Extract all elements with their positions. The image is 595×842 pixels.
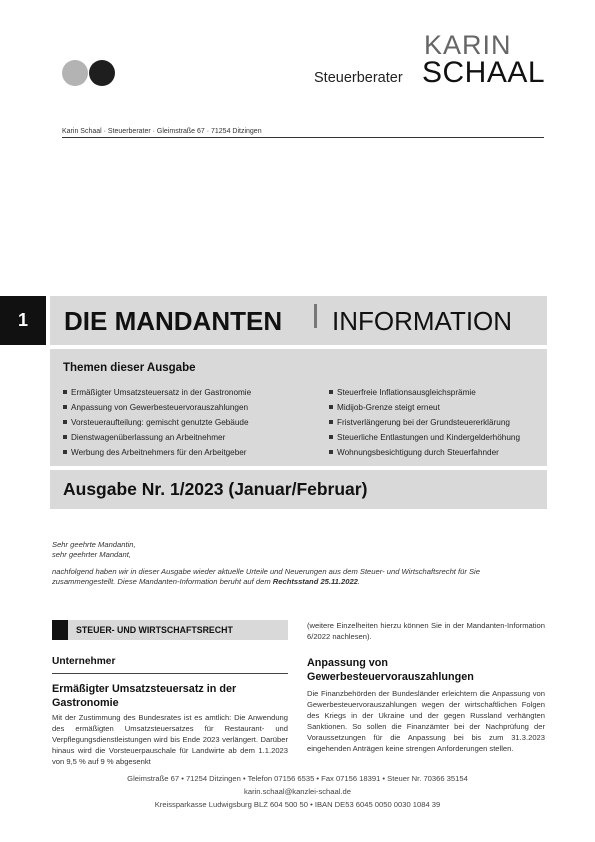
theme-item: Steuerfreie Inflationsausgleichsprämie	[329, 385, 520, 400]
article-text-gastronomie: Mit der Zustimmung des Bundesrates ist es amtlich: Die Anwendung des ermäßigten Umsatzsteuersatzes für Restaurant- und Verpflegungsdienstleistungen wird bis Ende 2023 verlängert. Darüber hinaus wird die Vorsteuerpauschale für Landwirte ab dem 1.1.2023 von 9,5 % auf 9 % abgesenkt	[52, 713, 288, 766]
themes-title: Themen dieser Ausgabe	[63, 362, 196, 374]
banner-separator	[314, 304, 317, 328]
issue-title: Ausgabe Nr. 1/2023 (Januar/Februar)	[63, 479, 368, 499]
theme-item: Wohnungsbesichtigung durch Steuerfahnder	[329, 445, 520, 460]
article-text-gewerbesteuer: Die Finanzbehörden der Bundesländer erleichtern die Anpassung von Gewerbesteuervorauszahlungen wegen der wirtschaftlichen Folgen des Kriegs in der Ukraine und der gegen Russland verhängten Sanktionen. So sollen die Finanzämter bei der Nachprüfung der Voraussetzungen für die Anpassung bei bis zum 31.3.2023 eingehenden Anträgen keine strengen Anforderungen stellen.	[307, 689, 545, 753]
footer-bank: Kreissparkasse Ludwigsburg BLZ 604 500 50 • IBAN DE53 6045 0050 0030 1084 39	[154, 800, 441, 809]
theme-item: Midijob-Grenze steigt erneut	[329, 400, 520, 415]
theme-item: Dienstwagenüberlassung an Arbeitnehmer	[63, 430, 251, 445]
section-heading	[52, 620, 288, 640]
theme-item: Ermäßigter Umsatzsteuersatz in der Gastronomie	[63, 385, 251, 400]
article-title-gastronomie: Ermäßigter Umsatzsteuersatz in der Gastronomie	[52, 683, 237, 709]
intro-rechtsstand: Rechtsstand 25.11.2022	[272, 577, 358, 586]
theme-item: Anpassung von Gewerbesteuervorauszahlungen	[63, 400, 251, 415]
intro-line-2	[52, 577, 360, 587]
theme-item: Steuerliche Entlastungen und Kindergelderhöhung	[329, 430, 520, 445]
section-heading-text: STEUER- UND WIRTSCHAFTSRECHT	[76, 625, 233, 635]
issue-number-box	[0, 296, 46, 345]
salutation-line-2: sehr geehrter Mandant,	[52, 550, 131, 559]
continued-text: (weitere Einzelheiten hierzu können Sie in der Mandanten-Information 6/2022 nachlesen).	[307, 621, 545, 641]
theme-item: Fristverlängerung bei der Grundsteuererklärung	[329, 415, 520, 430]
logo-first-name: KARIN	[424, 30, 512, 60]
theme-item: Vorsteueraufteilung: gemischt genutzte Gebäude	[63, 415, 251, 430]
section-marker	[52, 620, 68, 640]
themes-list-left	[63, 385, 251, 460]
theme-item: Werbung des Arbeitnehmers für den Arbeitgeber	[63, 445, 251, 460]
sender-address-line: Karin Schaal · Steuerberater · Gleimstraße 67 · 71254 Ditzingen	[62, 128, 262, 135]
issue-box	[50, 470, 547, 509]
footer-address: Gleimstraße 67 • 71254 Ditzingen • Telefon 07156 6535 • Fax 07156 18391 • Steuer Nr. 70366 35154	[127, 774, 468, 783]
intro-line-1: nachfolgend haben wir in dieser Ausgabe wieder aktuelle Urteile und Neuerungen aus dem Steuer- und Wirtschaftsrecht für Sie	[52, 567, 480, 576]
subsection-heading: Unternehmer	[52, 656, 116, 667]
title-banner	[50, 296, 547, 345]
article-title-gewerbesteuer: Anpassung von Gewerbesteuervorauszahlungen	[307, 657, 474, 683]
footer-email: karin.schaal@kanzlei-schaal.de	[244, 787, 351, 796]
logo-dot-light	[62, 60, 88, 86]
logo-dot-dark	[89, 60, 115, 86]
subsection-divider	[52, 673, 288, 674]
logo-role: Steuerberater	[314, 70, 403, 86]
intro-period: .	[357, 577, 361, 586]
themes-box	[50, 349, 547, 466]
themes-list-right	[329, 385, 520, 460]
banner-title-sub: INFORMATION	[332, 306, 513, 336]
logo-last-name: SCHAAL	[422, 56, 546, 89]
banner-title-main: DIE MANDANTEN	[64, 306, 283, 336]
address-divider	[62, 137, 544, 138]
issue-number: 1	[17, 310, 28, 330]
intro-text: zusammengestellt. Diese Mandanten-Information beruht auf dem	[52, 577, 273, 586]
salutation-line-1: Sehr geehrte Mandantin,	[52, 540, 136, 549]
